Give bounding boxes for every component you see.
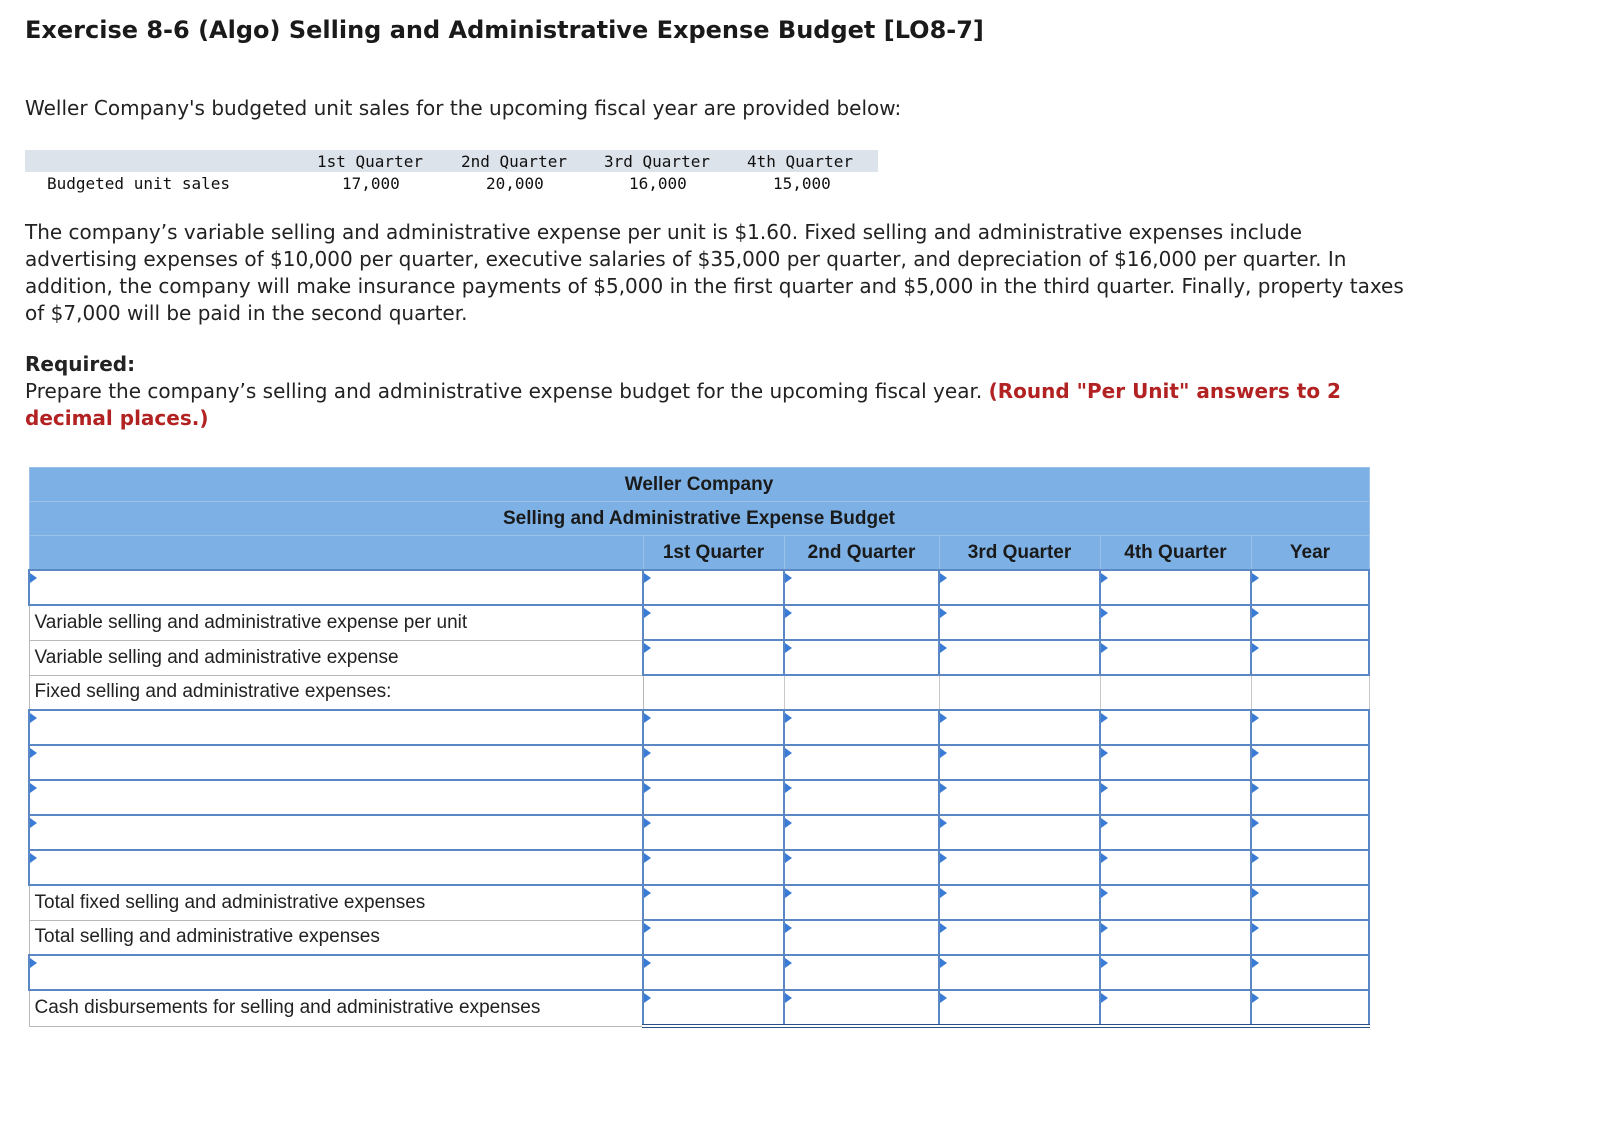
row-label-fixed-header: Fixed selling and administrative expenses: (29, 675, 643, 710)
cell-input-q3[interactable] (939, 955, 1100, 990)
cell-input-year[interactable] (1251, 780, 1369, 815)
cell-input-year[interactable] (1251, 745, 1369, 780)
col-header-q2: 2nd Quarter (784, 536, 939, 571)
cell-input-q1[interactable] (643, 640, 784, 675)
cell-input-q4[interactable] (1100, 640, 1251, 675)
problem-paragraph: The company’s variable selling and administrative expense per unit is $1.60. Fixed selling and administrative expenses include advertising expenses of $10,000 per quarter, executive salaries of $35,000 per quarter, and depreciation of $16,000 per quarter. In addition, the company will make insurance payments of $5,000 in the first quarter and $5,000 in the third quarter. Finally, property taxes of $7,000 will be paid in the second quarter. (25, 220, 1404, 325)
unit-sales-header-q1: 1st Quarter (317, 152, 423, 171)
budget-table (28, 467, 1370, 1028)
cell-input-q1[interactable] (643, 605, 784, 640)
budget-row-adjustment (29, 955, 1369, 990)
row-label-input[interactable] (29, 570, 643, 605)
unit-sales-q1: 17,000 (342, 174, 400, 193)
cell-input-q4[interactable] (1100, 815, 1251, 850)
cell-input-year[interactable] (1251, 920, 1369, 955)
cell-input-q2[interactable] (784, 780, 939, 815)
row-label-input[interactable] (29, 710, 643, 745)
row-label-total-sa: Total selling and administrative expenses (29, 920, 643, 955)
cell-input-q2[interactable] (784, 640, 939, 675)
unit-sales-table (25, 150, 878, 194)
cell-input-q4[interactable] (1100, 570, 1251, 605)
row-label-input[interactable] (29, 745, 643, 780)
row-label-total-fixed: Total fixed selling and administrative expenses (29, 885, 643, 920)
cell-input-year[interactable] (1251, 885, 1369, 920)
col-header-q4: 4th Quarter (1100, 536, 1251, 571)
col-header-year: Year (1251, 536, 1369, 571)
cell-input-q4[interactable] (1100, 780, 1251, 815)
empty-cell (939, 675, 1100, 710)
cell-input-q2[interactable] (784, 885, 939, 920)
cell-input-q1[interactable] (643, 990, 784, 1026)
unit-sales-row-label: Budgeted unit sales (47, 174, 231, 193)
cell-input-q2[interactable] (784, 990, 939, 1026)
cell-input-q4[interactable] (1100, 885, 1251, 920)
cell-input-q2[interactable] (784, 955, 939, 990)
row-label-input[interactable] (29, 850, 643, 885)
budget-row-fixed-header (29, 675, 1369, 710)
intro-text: Weller Company's budgeted unit sales for the upcoming fiscal year are provided below: (25, 96, 902, 120)
row-label-input[interactable] (29, 955, 643, 990)
cell-input-q4[interactable] (1100, 920, 1251, 955)
cell-input-year[interactable] (1251, 990, 1369, 1026)
cell-input-q4[interactable] (1100, 710, 1251, 745)
cell-input-q3[interactable] (939, 745, 1100, 780)
cell-input-q4[interactable] (1100, 990, 1251, 1026)
cell-input-q1[interactable] (643, 850, 784, 885)
cell-input-year[interactable] (1251, 605, 1369, 640)
unit-sales-header-q2: 2nd Quarter (461, 152, 567, 171)
unit-sales-header-q3: 3rd Quarter (604, 152, 710, 171)
budget-row-cash-disbursements (29, 990, 1369, 1026)
cell-input-q1[interactable] (643, 885, 784, 920)
empty-cell (643, 675, 784, 710)
budget-company-name: Weller Company (29, 468, 1369, 502)
unit-sales-row (25, 172, 878, 194)
cell-input-q3[interactable] (939, 605, 1100, 640)
cell-input-q3[interactable] (939, 815, 1100, 850)
cell-input-q4[interactable] (1100, 955, 1251, 990)
budget-row-fixed-item (29, 745, 1369, 780)
empty-cell (784, 675, 939, 710)
cell-input-q3[interactable] (939, 710, 1100, 745)
row-label-cash-disbursements: Cash disbursements for selling and administrative expenses (29, 990, 643, 1026)
col-header-q1: 1st Quarter (643, 536, 784, 571)
unit-sales-header-q4: 4th Quarter (747, 152, 853, 171)
budget-row-var-expense (29, 640, 1369, 675)
required-section (25, 351, 1405, 432)
cell-input-q4[interactable] (1100, 605, 1251, 640)
budget-row-fixed-item (29, 850, 1369, 885)
unit-sales-q2: 20,000 (486, 174, 544, 193)
cell-input-year[interactable] (1251, 955, 1369, 990)
required-label: Required: (25, 352, 136, 376)
cell-input-q1[interactable] (643, 745, 784, 780)
cell-input-q1[interactable] (643, 780, 784, 815)
budget-row-fixed-item (29, 780, 1369, 815)
budget-header-blank (29, 536, 643, 571)
budget-row-total-sa (29, 920, 1369, 955)
budget-row-total-fixed (29, 885, 1369, 920)
empty-cell (1100, 675, 1251, 710)
unit-sales-q4: 15,000 (773, 174, 831, 193)
unit-sales-q3: 16,000 (629, 174, 687, 193)
cell-input-q3[interactable] (939, 885, 1100, 920)
cell-input-year[interactable] (1251, 815, 1369, 850)
required-text: Prepare the company’s selling and administrative expense budget for the upcoming fiscal year. (25, 379, 983, 403)
cell-input-q2[interactable] (784, 850, 939, 885)
cell-input-q3[interactable] (939, 920, 1100, 955)
row-label-var-per-unit: Variable selling and administrative expense per unit (29, 605, 643, 640)
cell-input-q2[interactable] (784, 710, 939, 745)
empty-cell (1251, 675, 1369, 710)
budget-row-fixed-item (29, 815, 1369, 850)
cell-input-q4[interactable] (1100, 745, 1251, 780)
col-header-q3: 3rd Quarter (939, 536, 1100, 571)
exercise-title: Exercise 8-6 (Algo) Selling and Administrative Expense Budget [LO8-7] (25, 16, 984, 44)
cell-input-q3[interactable] (939, 570, 1100, 605)
cell-input-q2[interactable] (784, 605, 939, 640)
cell-input-q2[interactable] (784, 570, 939, 605)
row-label-input[interactable] (29, 780, 643, 815)
cell-input-year[interactable] (1251, 640, 1369, 675)
cell-input-q1[interactable] (643, 920, 784, 955)
cell-input-q1[interactable] (643, 815, 784, 850)
unit-sales-header-row (25, 150, 878, 172)
cell-input-q2[interactable] (784, 815, 939, 850)
cell-input-q2[interactable] (784, 745, 939, 780)
budget-row-units (29, 570, 1369, 605)
budget-row-fixed-item (29, 710, 1369, 745)
row-label-input[interactable] (29, 815, 643, 850)
cell-input-year[interactable] (1251, 850, 1369, 885)
budget-row-var-per-unit (29, 605, 1369, 640)
cell-input-q2[interactable] (784, 920, 939, 955)
cell-input-year[interactable] (1251, 570, 1369, 605)
cell-input-q3[interactable] (939, 850, 1100, 885)
cell-input-q1[interactable] (643, 955, 784, 990)
cell-input-q3[interactable] (939, 780, 1100, 815)
cell-input-q4[interactable] (1100, 850, 1251, 885)
budget-title: Selling and Administrative Expense Budget (29, 502, 1369, 536)
cell-input-year[interactable] (1251, 710, 1369, 745)
cell-input-q1[interactable] (643, 570, 784, 605)
cell-input-q1[interactable] (643, 710, 784, 745)
row-label-var-expense: Variable selling and administrative expense (29, 640, 643, 675)
cell-input-q3[interactable] (939, 640, 1100, 675)
cell-input-q3[interactable] (939, 990, 1100, 1026)
rounding-note: (Round "Per Unit" answers to 2 decimal places.) (25, 379, 1341, 430)
